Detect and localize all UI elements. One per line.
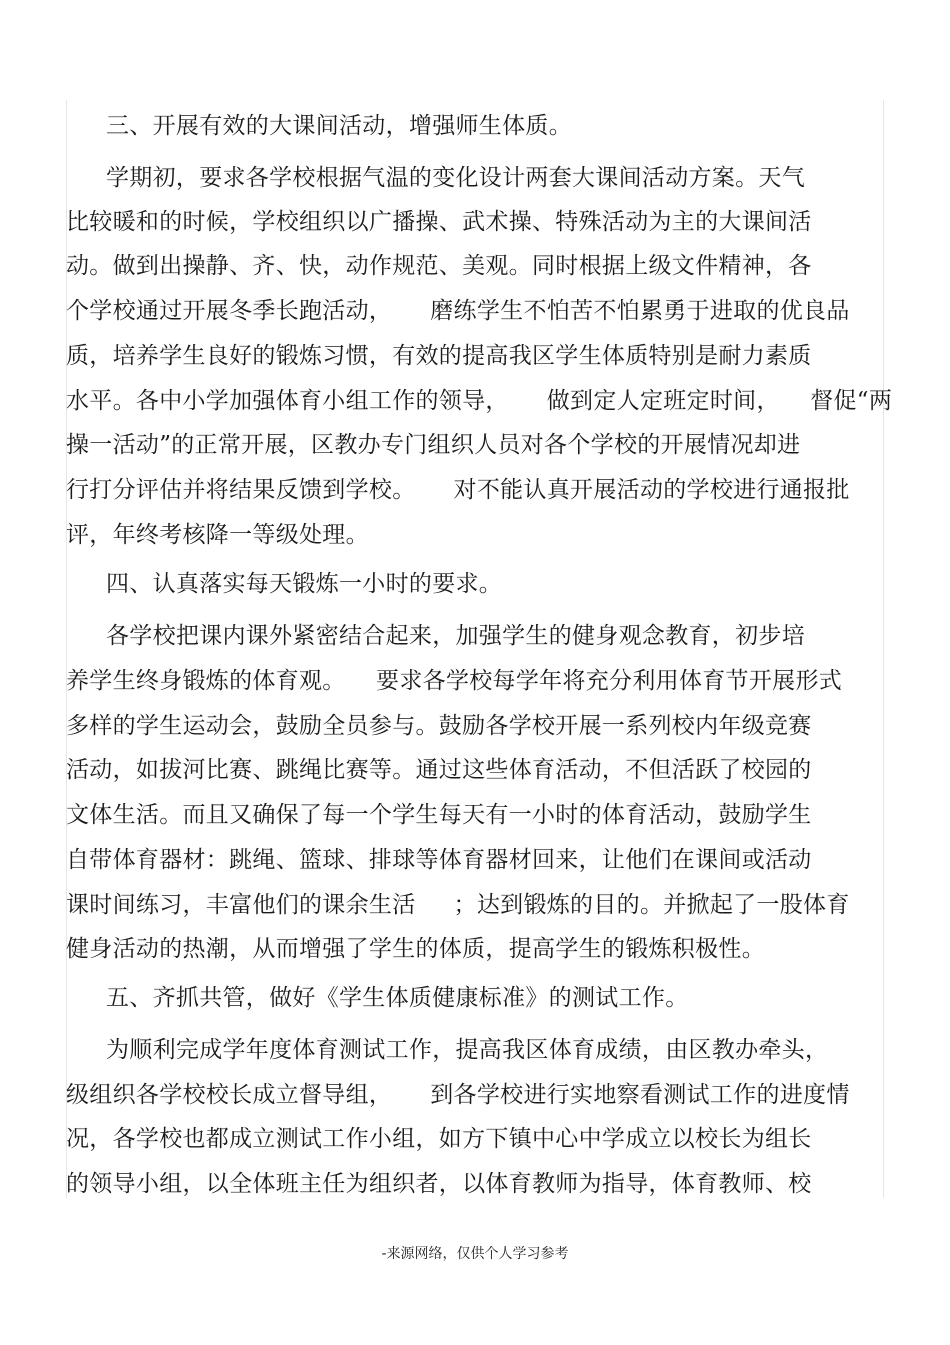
paragraph-line: 为顺利完成学年度体育测试工作，提高我区体育成绩，由区教办牵头， [106,1037,829,1063]
paragraph-line: 行打分评估并将结果反馈到学校。 对不能认真开展活动的学校进行通报批 [66,477,850,503]
paragraph-line: 学期初，要求各学校根据气温的变化设计两套大课间活动方案。天气 [106,165,805,191]
paragraph-line: 质，培养学生良好的锻炼习惯，有效的提高我区学生体质特别是耐力素质 [66,343,812,369]
paragraph-line: 多样的学生运动会，鼓励全员参与。鼓励各学校开展一系列校内年级竞赛 [66,713,812,739]
paragraph-line: 课时间练习，丰富他们的课余生活 ；达到锻炼的目的。并掀起了一股体育 [66,892,850,918]
paragraph-line: 的领导小组，以全体班主任为组织者，以体育教师为指导，体育教师、校 [66,1171,812,1197]
page-footer: -来源网络，仅供个人学习参考 [381,1246,569,1262]
paragraph-line: 文体生活。而且又确保了每一个学生每天有一小时的体育活动，鼓励学生 [66,802,812,828]
section-heading-5: 五、齐抓共管，做好《学生体质健康标准》的测试工作。 [106,985,689,1011]
section-heading-3: 三、开展有效的大课间活动，增强师生体质。 [106,113,572,139]
paragraph-line: 况，各学校也都成立测试工作小组，如方下镇中心中学成立以校长为组长 [66,1126,812,1152]
paragraph-line: 比较暖和的时候，学校组织以广播操、武术操、特殊活动为主的大课间活 [66,209,812,235]
paragraph-line: 级组织各学校校长成立督导组， 到各学校进行实地察看测试工作的进度情 [66,1082,850,1108]
paragraph-line: 评，年终考核降一等级处理。 [66,522,369,548]
paragraph-line: 动。做到出操静、齐、快，动作规范、美观。同时根据上级文件精神，各 [66,253,812,279]
paragraph-line: 个学校通过开展冬季长跑活动， 磨练学生不怕苦不怕累勇于进取的优良品 [66,298,850,324]
paragraph-line: 活动，如拔河比赛、跳绳比赛等。通过这些体育活动，不但活跃了校园的 [66,757,812,783]
paragraph-line: 操一活动”的正常开展，区教办专门组织人员对各个学校的开展情况却进 [66,432,801,458]
paragraph-line: 自带体育器材：跳绳、篮球、排球等体育器材回来，让他们在课间或活动 [66,847,812,873]
paragraph-line: 养学生终身锻炼的体育观。 要求各学校每学年将充分利用体育节开展形式 [66,668,843,694]
paragraph-line: 健身活动的热潮，从而增强了学生的体质，提高学生的锻炼积极性。 [66,936,765,962]
section-heading-4: 四、认真落实每天锻炼一小时的要求。 [106,571,503,597]
paragraph-line: 水平。各中小学加强体育小组工作的领导， 做到定人定班定时间， 督促“两 [66,388,893,414]
paragraph-line: 各学校把课内课外紧密结合起来，加强学生的健身观念教育，初步培 [106,623,805,649]
